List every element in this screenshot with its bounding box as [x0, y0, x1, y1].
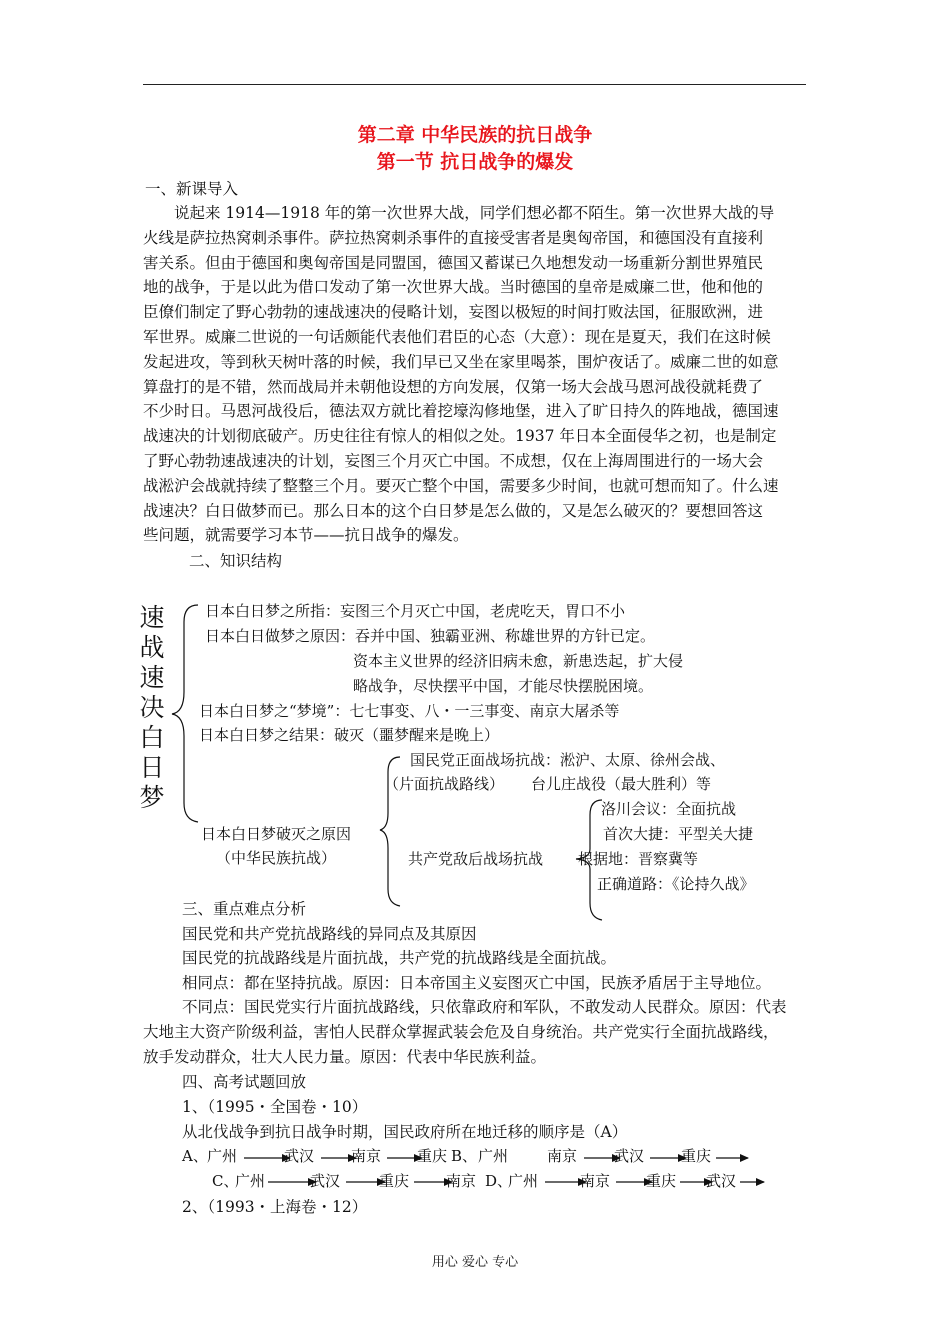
root-char: 日	[139, 753, 165, 782]
kmt-taierzhuang: 台儿庄战役（最大胜利）等	[531, 775, 712, 793]
option-city: 重庆	[379, 1172, 410, 1190]
option-label: C、	[212, 1172, 239, 1190]
diagram-item: 日本白日梦之结果：破灭（噩梦醒来是晚上）	[199, 726, 500, 744]
root-char: 战	[139, 633, 165, 662]
section4-heading: 四、高考试题回放	[182, 1073, 307, 1091]
option-city: 南京	[547, 1147, 578, 1165]
section1-heading: 一、新课导入	[145, 180, 239, 198]
kmt-route: （片面抗战路线）	[384, 775, 505, 793]
root-char: 决	[139, 693, 165, 722]
cpc-item: 正确道路：《论持久战》	[597, 875, 755, 893]
analysis-line: 国民党的抗战路线是片面抗战，共产党的抗战路线是全面抗战。	[182, 949, 617, 967]
option-label: D、	[485, 1172, 513, 1190]
intro-line: 了野心勃勃速战速决的计划，妄图三个月灭亡中国。不成想，仅在上海周围进行的一场大会	[143, 451, 764, 470]
analysis-line: 大地主大资产阶级利益，害怕人民群众掌握武装会危及自身统治。共产党实行全面抗战路线，	[143, 1022, 779, 1041]
intro-line: 战速决的计划彻底破产。历史往往有惊人的相似之处。1937 年日本全面侵华之初，也是制定	[143, 427, 777, 446]
option-city: 武汉	[706, 1172, 737, 1190]
intro-line: 战淞沪会战就持续了整整三个月。要灭亡整个中国，需要多少时间，也就可想而知了。什么速	[143, 476, 779, 495]
chapter-title: 第二章 中华民族的抗日战争	[357, 124, 593, 146]
option-label: B、	[451, 1147, 478, 1165]
root-char: 速	[139, 663, 165, 692]
section3-heading: 三、重点难点分析	[182, 900, 307, 918]
intro-line: 火线是萨拉热窝刺杀事件。萨拉热窝刺杀事件的直接受害者是奥匈帝国，和德国没有直接利	[143, 228, 764, 247]
cpc-item: 根据地：晋察冀等	[578, 850, 699, 868]
diagram-item-cont: 略战争，尽快摆平中国，才能尽快摆脱困境。	[353, 677, 654, 695]
question-label: 1、（1995・全国卷・10）	[182, 1098, 368, 1116]
analysis-line: 相同点：都在坚持抗战。原因：日本帝国主义妄图灭亡中国，民族矛盾居于主导地位。	[182, 974, 772, 992]
diagram-item: 日本白日做梦之原因：吞并中国、独霸亚洲、称雄世界的方针已定。	[205, 627, 656, 645]
intro-line: 害关系。但由于德国和奥匈帝国是同盟国，德国又蓄谋已久地想发动一场重新分割世界殖民	[143, 253, 764, 272]
cpc-item: 洛川会议：全面抗战	[601, 800, 737, 818]
analysis-line: 国民党和共产党抗战路线的异同点及其原因	[182, 925, 477, 943]
option-city: 重庆	[681, 1147, 712, 1165]
root-char: 梦	[139, 783, 165, 812]
root-char: 速	[139, 603, 165, 632]
option-city: 南京	[351, 1147, 382, 1165]
diagram-item: （中华民族抗战）	[216, 849, 337, 867]
intro-line: 说起来 1914—1918 年的第一次世界大战，同学们想必都不陌生。第一次世界大战的导	[174, 204, 775, 222]
option-city: 武汉	[284, 1147, 315, 1165]
section2-heading: 二、知识结构	[189, 552, 283, 570]
intro-line: 算盘打的是不错，然而战局并未朝他设想的方向发展，仅第一场大会战马恩河战役就耗费了	[143, 377, 764, 396]
intro-line: 些问题，就需要学习本节——抗日战争的爆发。	[143, 526, 469, 545]
analysis-line: 不同点：国民党实行片面抗战路线，只依靠政府和军队，不敢发动人民群众。原因：代表	[182, 998, 787, 1016]
option-city: 广州	[235, 1172, 266, 1190]
section-title: 第一节 抗日战争的爆发	[376, 151, 574, 173]
diagram-item: 日本白日梦破灭之原因	[201, 825, 352, 843]
intro-line: 发起进攻，等到秋天树叶落的时候，我们早已又坐在家里喝茶，围炉夜话了。威廉二世的如意	[143, 352, 779, 371]
diagram-item-cont: 资本主义世界的经济旧病未愈，新患迭起，扩大侵	[353, 652, 684, 670]
option-city: 南京	[446, 1172, 477, 1190]
diagram-item: 日本白日梦之所指：妄图三个月灭亡中国，老虎吃天，胃口不小	[205, 602, 626, 620]
option-city: 广州	[508, 1172, 539, 1190]
option-city: 广州	[207, 1147, 238, 1165]
page-footer: 用心 爱心 专心	[431, 1255, 519, 1270]
intro-line: 战速决？白日做梦而已。那么日本的这个白日梦是怎么做的，又是怎么破灭的？要想回答这	[143, 501, 764, 520]
option-city: 重庆	[417, 1147, 448, 1165]
option-city: 重庆	[646, 1172, 677, 1190]
intro-line: 军世界。威廉二世说的一句话颇能代表他们君臣的心态（大意）：现在是夏天，我们在这时候	[143, 327, 771, 346]
cpc-item: 首次大捷：平型关大捷	[603, 825, 754, 843]
cpc-rear: 共产党敌后战场抗战	[408, 850, 544, 868]
question-label: 2、（1993・上海卷・12）	[182, 1198, 368, 1216]
analysis-line: 放手发动群众，壮大人民力量。原因：代表中华民族利益。	[143, 1047, 547, 1066]
option-city: 南京	[580, 1172, 611, 1190]
kmt-front: 国民党正面战场抗战：淞沪、太原、徐州会战、	[410, 751, 726, 769]
option-label: A、	[182, 1147, 208, 1165]
intro-line: 不少时日。马恩河战役后，德法双方就比着挖壕沟修地堡，进入了旷日持久的阵地战，德国速	[143, 402, 779, 421]
diagram-item: 日本白日梦之“梦境”：七七事变、八・一三事变、南京大屠杀等	[199, 702, 620, 720]
intro-line: 地的战争，于是以此为借口发动了第一次世界大战。当时德国的皇帝是威廉二世，他和他的	[143, 278, 764, 297]
question-stem: 从北伐战争到抗日战争时期，国民政府所在地迁移的顺序是（A）	[182, 1123, 628, 1141]
option-city: 武汉	[310, 1172, 341, 1190]
option-city: 广州	[478, 1147, 509, 1165]
option-city: 武汉	[614, 1147, 645, 1165]
intro-line: 臣僚们制定了野心勃勃的速战速决的侵略计划，妄图以极短的时间打败法国，征服欧洲，进	[143, 303, 764, 322]
root-char: 白	[139, 723, 165, 752]
